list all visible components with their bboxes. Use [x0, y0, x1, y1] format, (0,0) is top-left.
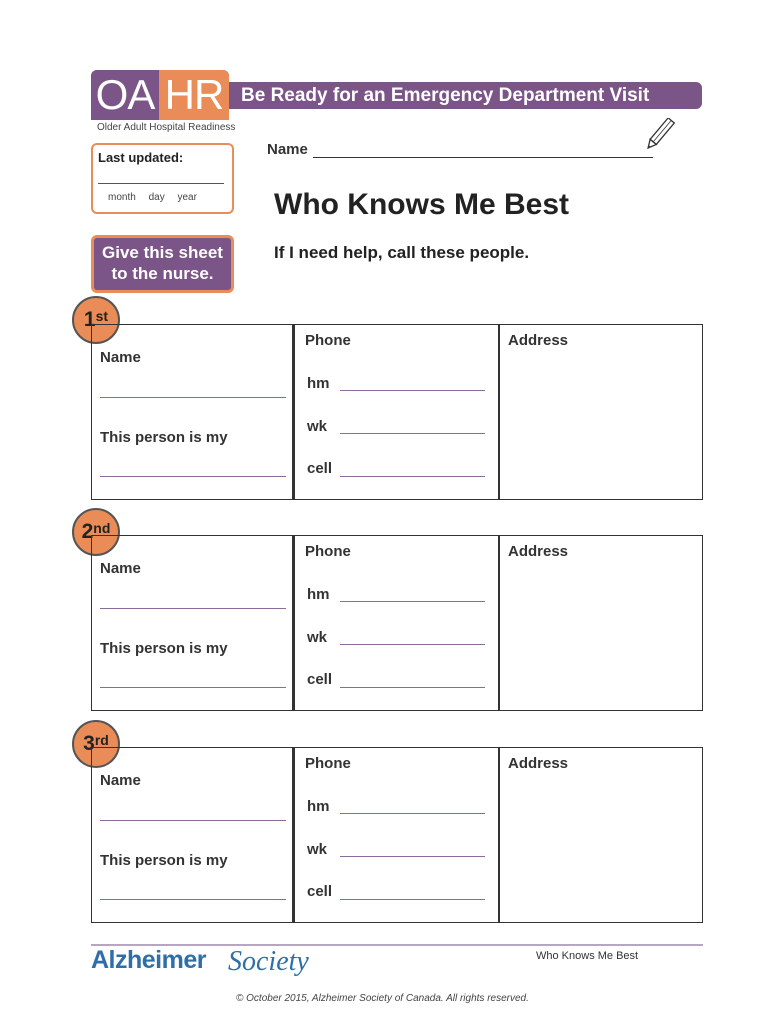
page-title: Who Knows Me Best [274, 188, 570, 221]
instruction-text: If I need help, call these people. [274, 243, 530, 262]
address-label: Address [508, 332, 569, 349]
contact-card-2 [91, 535, 703, 711]
home-phone-label: hm [307, 586, 330, 603]
work-phone-label: wk [307, 841, 328, 858]
day-label: day [148, 192, 165, 203]
work-phone-field[interactable] [340, 856, 485, 857]
month-label: month [108, 192, 136, 203]
contact-name-label: Name [100, 772, 141, 789]
work-phone-label: wk [307, 629, 328, 646]
cell-phone-field[interactable] [340, 899, 485, 900]
contact-name-label: Name [100, 349, 141, 366]
relation-field[interactable] [100, 476, 286, 477]
work-phone-field[interactable] [340, 644, 485, 645]
home-phone-field[interactable] [340, 813, 485, 814]
contact-card-3 [91, 747, 703, 923]
relation-label: This person is my [100, 852, 228, 869]
name-field-label: Name [267, 141, 308, 158]
work-phone-label: wk [307, 418, 328, 435]
ordinal-number: 1 [83, 308, 96, 331]
address-column[interactable] [500, 536, 702, 710]
logo-subtitle: Older Adult Hospital Readiness [97, 122, 236, 133]
home-phone-field[interactable] [340, 390, 485, 391]
cell-phone-label: cell [307, 460, 333, 477]
copyright-text: © October 2015, Alzheimer Society of Canada. All rights reserved. [236, 993, 529, 1004]
last-updated-label: Last updated: [98, 150, 184, 165]
address-column[interactable] [500, 325, 702, 499]
address-label: Address [508, 543, 569, 560]
phone-label: Phone [305, 332, 351, 349]
ordinal-number: 2 [81, 520, 94, 543]
alzheimer-logo-part1: Alzheimer [91, 946, 206, 974]
alzheimer-logo-part2: Society [228, 946, 309, 977]
footer-doc-title: Who Knows Me Best [536, 950, 639, 962]
cell-phone-field[interactable] [340, 687, 485, 688]
relation-field[interactable] [100, 899, 286, 900]
phone-column [295, 325, 500, 499]
address-column[interactable] [500, 748, 702, 922]
relation-field[interactable] [100, 687, 286, 688]
home-phone-label: hm [307, 375, 330, 392]
ordinal-suffix: st [95, 308, 109, 324]
contact-name-field[interactable] [100, 820, 286, 821]
contact-identity-column [92, 325, 295, 499]
contact-name-field[interactable] [100, 608, 286, 609]
phone-label: Phone [305, 755, 351, 772]
work-phone-field[interactable] [340, 433, 485, 434]
banner-title: Be Ready for an Emergency Department Visit [229, 82, 702, 109]
logo-hr-text: HR [159, 70, 229, 120]
address-label: Address [508, 755, 569, 772]
give-to-nurse-callout: Give this sheet to the nurse. [91, 235, 234, 293]
year-label: year [177, 192, 197, 203]
contact-name-field[interactable] [100, 397, 286, 398]
home-phone-label: hm [307, 798, 330, 815]
contact-identity-column [92, 748, 295, 922]
name-field[interactable] [313, 157, 653, 158]
pencil-icon [643, 118, 675, 152]
ordinal-suffix: rd [94, 732, 109, 748]
contact-name-label: Name [100, 560, 141, 577]
logo-oa-text: OA [91, 70, 159, 120]
last-updated-line[interactable] [98, 183, 224, 184]
cell-phone-field[interactable] [340, 476, 485, 477]
home-phone-field[interactable] [340, 601, 485, 602]
relation-label: This person is my [100, 640, 228, 657]
phone-column [295, 748, 500, 922]
ordinal-number: 3 [83, 732, 95, 755]
date-parts [108, 192, 207, 203]
relation-label: This person is my [100, 429, 228, 446]
contact-identity-column [92, 536, 295, 710]
phone-label: Phone [305, 543, 351, 560]
contact-card-1 [91, 324, 703, 500]
cell-phone-label: cell [307, 883, 333, 900]
phone-column [295, 536, 500, 710]
oahr-logo [91, 70, 229, 120]
ordinal-suffix: nd [93, 520, 111, 536]
cell-phone-label: cell [307, 671, 333, 688]
